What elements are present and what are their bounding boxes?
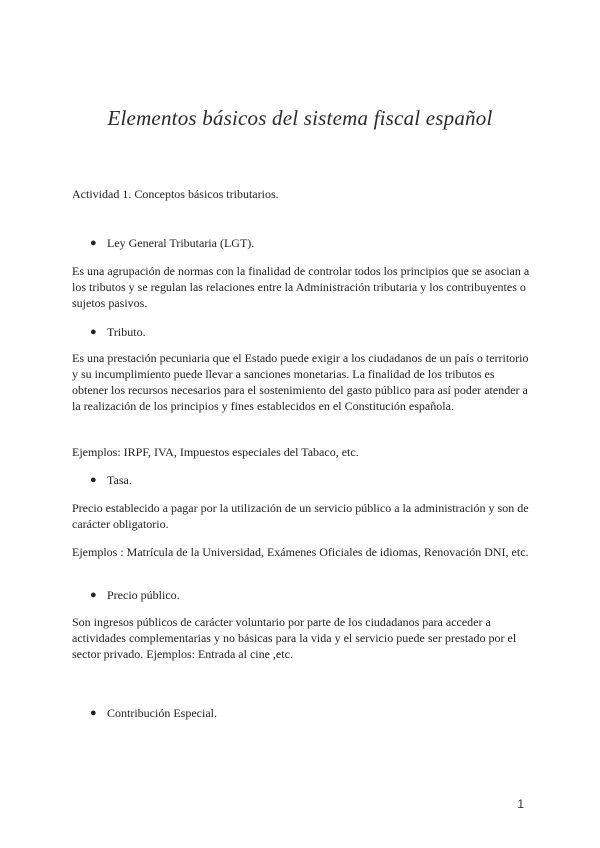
bullet-label: Ley General Tributaria (LGT). — [107, 236, 255, 250]
paragraph-precio-publico: Son ingresos públicos de carácter voluntario por parte de los ciudadanos para acceder a actividades complementarias y no básicas para la vida y el servicio puede ser prestado por el sector privado. Ejemplos: Entrada al cine ,etc. — [72, 615, 517, 661]
bullet-label: Contribución Especial. — [107, 706, 217, 720]
bullet-icon: ● — [90, 474, 97, 486]
bullet-icon: ● — [90, 589, 97, 601]
bullet-label: Precio público. — [107, 588, 180, 602]
paragraph-tasa-examples: Ejemplos : Matrícula de la Universidad, Exámenes Oficiales de idiomas, Renovación DNI, etc. — [72, 545, 529, 559]
bullet-label: Tributo. — [107, 325, 146, 339]
document-title: Elementos básicos del sistema fiscal español — [107, 106, 493, 130]
bullet-icon: ● — [90, 326, 97, 338]
paragraph-lgt: Es una agrupación de normas con la finalidad de controlar todos los principios que se asocian a los tributos y se regulan las relaciones entre la Administración tributaria y los contribuyentes o sujetos pasivos. — [72, 264, 530, 310]
paragraph-tasa: Precio establecido a pagar por la utilización de un servicio público a la administración y son de carácter obligatorio. — [72, 501, 529, 531]
activity-heading: Actividad 1. Conceptos básicos tributarios. — [72, 187, 279, 201]
bullet-icon: ● — [90, 707, 97, 719]
bullet-label: Tasa. — [107, 473, 132, 487]
bullet-icon: ● — [90, 237, 97, 249]
paragraph-tributo: Es una prestación pecuniaria que el Estado puede exigir a los ciudadanos de un país o territorio y su incumplimiento puede llevar a sanciones monetarias. La finalidad de los tributos es obtener los recursos necesarios para el sostenimiento del gasto público para así poder atender a la realización de los principios y fines establecidos en el Constitución española. — [72, 351, 529, 413]
paragraph-tributo-examples: Ejemplos: IRPF, IVA, Impuestos especiales del Tabaco, etc. — [72, 445, 359, 459]
page-number: 1 — [517, 797, 524, 811]
